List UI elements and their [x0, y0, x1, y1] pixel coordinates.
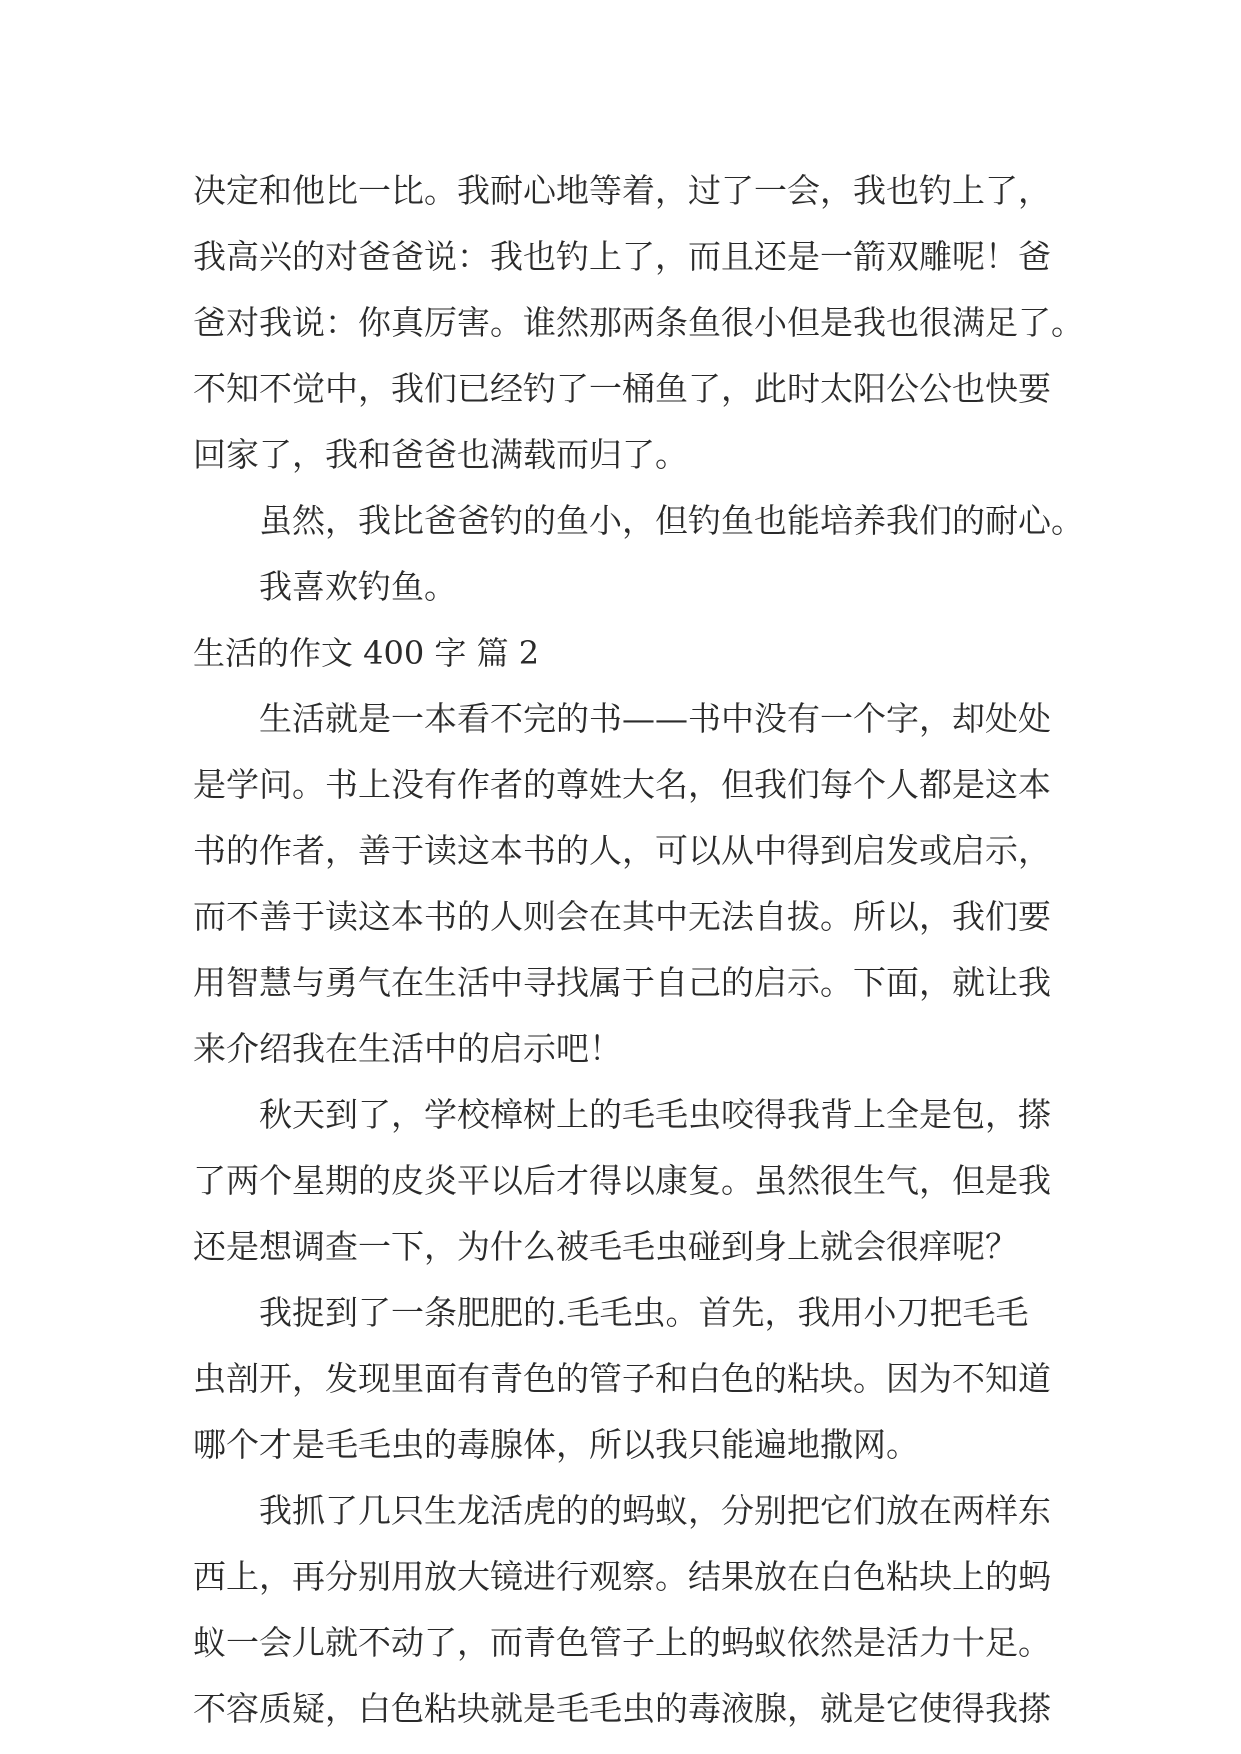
text-line: 还是想调查一下，为什么被毛毛虫碰到身上就会很痒呢？: [193, 1227, 1018, 1266]
paragraph: [193, 1082, 1073, 1280]
text-line: 生活就是一本看不完的书——书中没有一个字，却处处: [259, 699, 1051, 738]
text-line: 爸对我说：你真厉害。谁然那两条鱼很小但是我也很满足了。: [193, 303, 1084, 342]
text-line: 我喜欢钓鱼。: [259, 567, 457, 606]
text-line: 哪个才是毛毛虫的毒腺体，所以我只能遍地撒网。: [193, 1425, 919, 1464]
text-line: 来介绍我在生活中的启示吧！: [193, 1029, 622, 1068]
text-line: 秋天到了，学校樟树上的毛毛虫咬得我背上全是包，搽: [259, 1095, 1051, 1134]
text-line: 蚁一会儿就不动了，而青色管子上的蚂蚁依然是活力十足。: [193, 1623, 1051, 1662]
text-line: 虽然，我比爸爸钓的鱼小，但钓鱼也能培养我们的耐心。: [259, 501, 1084, 540]
text-line: 不知不觉中，我们已经钓了一桶鱼了，此时太阳公公也快要: [193, 369, 1051, 408]
section-heading: 生活的作文 400 字 篇 2: [193, 634, 540, 672]
paragraph: [193, 1478, 1073, 1742]
document-body: [193, 158, 1084, 1742]
text-line: 而不善于读这本书的人则会在其中无法自拔。所以，我们要: [193, 897, 1051, 936]
text-line: 西上，再分别用放大镜进行观察。结果放在白色粘块上的蚂: [193, 1557, 1051, 1596]
paragraph: [193, 1280, 1073, 1478]
text-line: 我捉到了一条肥肥的.毛毛虫。首先，我用小刀把毛毛: [259, 1293, 1029, 1332]
text-line: 是学问。书上没有作者的尊姓大名，但我们每个人都是这本: [193, 765, 1051, 804]
paragraph: [193, 686, 1073, 1082]
text-line: 回家了，我和爸爸也满载而归了。: [193, 435, 688, 474]
text-line: 虫剖开，发现里面有青色的管子和白色的粘块。因为不知道: [193, 1359, 1051, 1398]
text-line: 了两个星期的皮炎平以后才得以康复。虽然很生气，但是我: [193, 1161, 1051, 1200]
paragraph: [193, 158, 1084, 488]
paragraph: [193, 488, 1084, 554]
text-line: 我抓了几只生龙活虎的的蚂蚁，分别把它们放在两样东: [259, 1491, 1051, 1530]
text-line: 不容质疑，白色粘块就是毛毛虫的毒液腺，就是它使得我搽: [193, 1689, 1051, 1728]
text-line: 决定和他比一比。我耐心地等着，过了一会，我也钓上了，: [193, 171, 1051, 210]
text-line: 我高兴的对爸爸说：我也钓上了，而且还是一箭双雕呢！爸: [193, 237, 1051, 276]
text-line: 用智慧与勇气在生活中寻找属于自己的启示。下面，就让我: [193, 963, 1051, 1002]
paragraph: [193, 554, 1073, 620]
text-line: 书的作者，善于读这本书的人，可以从中得到启发或启示，: [193, 831, 1051, 870]
